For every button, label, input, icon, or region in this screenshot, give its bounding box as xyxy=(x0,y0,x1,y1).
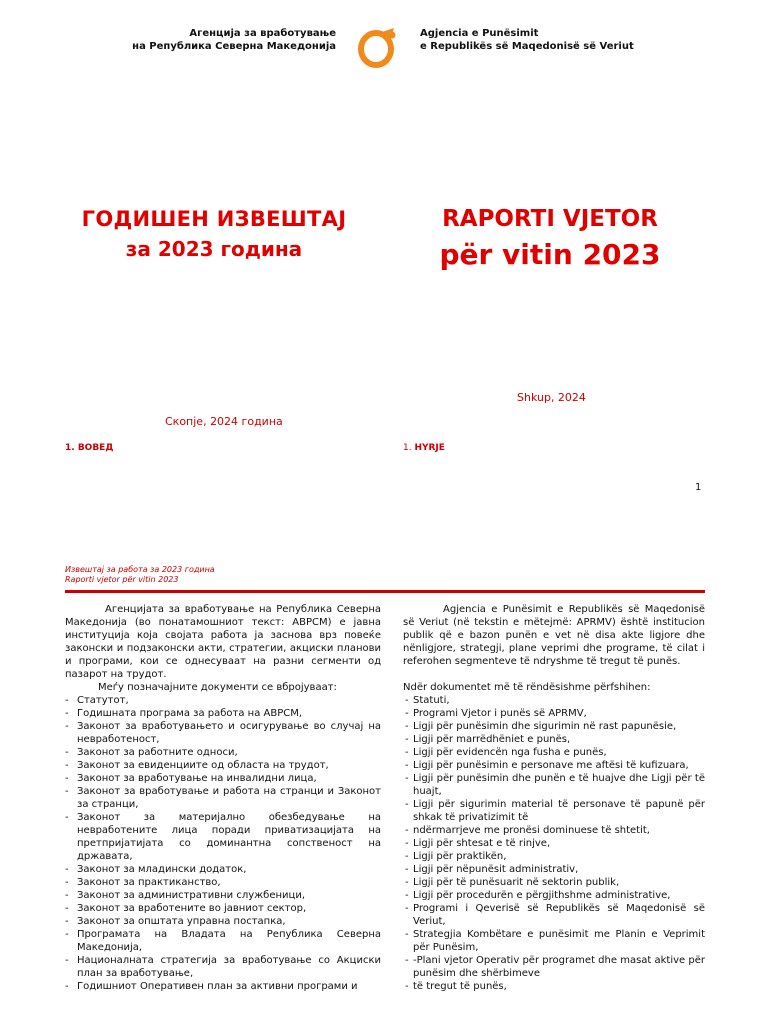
agency-name-al-line2: e Republikës së Maqedonisë së Veriut xyxy=(420,41,634,52)
list-item: - Ligji për punësimin dhe punën e të huajve dhe Ligji për të huajt, xyxy=(403,772,705,798)
report-title-mk-line1: ГОДИШЕН ИЗВЕШТАЈ xyxy=(81,207,347,231)
list-item: - Ligji për praktikën, xyxy=(403,850,705,863)
list-item: - Годишната програма за работа на АВРСМ, xyxy=(65,707,381,720)
footer-line-mk: Извештај за работа за 2023 година xyxy=(65,565,215,574)
list-item: - Законот за работните односи, xyxy=(65,746,381,759)
list-item: - Националната стратегија за вработување со Акциски план за вработување, xyxy=(65,954,381,980)
list-item: - Ligji për shtesat e të rinjve, xyxy=(403,837,705,850)
list-item: - Законот за административни службеници, xyxy=(65,889,381,902)
agency-name-mk-line2: на Република Северна Македонија xyxy=(132,41,336,52)
section-title-al: HYRJE xyxy=(414,443,445,453)
list-item: - Законот за вработените во јавниот сектор, xyxy=(65,902,381,915)
list-item: - Законот за материјално обезбедување на невработените лица поради приватизацијата на претпријатијата со доминантна сопственост на државата, xyxy=(65,811,381,863)
list-item: - të tregut të punës, xyxy=(403,980,705,993)
list-item: - Programi i Qeverisë së Republikës së Maqedonisë së Veriut, xyxy=(403,902,705,928)
page-divider xyxy=(65,590,705,593)
list-intro-al: Ndër dokumentet më të rëndësishme përfshihen: xyxy=(403,682,651,693)
section-heading-al xyxy=(403,443,445,453)
list-item: - Законот за вработување на инвалидни лица, xyxy=(65,772,381,785)
page-footer xyxy=(65,565,215,585)
list-item: - Статутот, xyxy=(65,694,381,707)
list-item: - Ligji për sigurimin material të personave të papunë për shkak të privatizimit të xyxy=(403,798,705,824)
report-title-mk-line2: за 2023 година xyxy=(125,237,303,261)
agency-name-al xyxy=(420,27,634,53)
list-item: - Ligji për punësimin e personave me aftësi të kufizuara, xyxy=(403,759,705,772)
agency-logo xyxy=(356,26,400,68)
report-title-mk xyxy=(40,204,388,264)
document-list-al xyxy=(403,694,705,993)
list-item: - Законот за младински додаток, xyxy=(65,863,381,876)
text-column-al xyxy=(403,603,705,993)
place-date-mk: Скопје, 2024 година xyxy=(165,415,283,428)
section-number-al: 1. xyxy=(403,443,415,453)
report-title-al xyxy=(400,204,700,276)
list-item: - Годишниот Оперативен план за активни програми и xyxy=(65,980,381,993)
list-item: - Законот за практиканство, xyxy=(65,876,381,889)
footer-line-al: Raporti vjetor për vitin 2023 xyxy=(65,575,179,584)
list-item: - Ligji për evidencën nga fusha e punës, xyxy=(403,746,705,759)
list-item: - Ligji për marrëdhëniet e punës, xyxy=(403,733,705,746)
agency-name-al-line1: Agjencia e Punësimit xyxy=(420,28,539,39)
place-date-al: Shkup, 2024 xyxy=(517,391,586,404)
list-item: - Programi Vjetor i punës së APRMV, xyxy=(403,707,705,720)
section-heading-mk: 1. ВОВЕД xyxy=(65,443,114,453)
page-number: 1 xyxy=(695,482,702,493)
list-item: - Програмата на Владата на Република Северна Македонија, xyxy=(65,928,381,954)
list-item: - Законот за општата управна постапка, xyxy=(65,915,381,928)
list-item: - Законот за вработувањето и осигурување во случај на невработеност, xyxy=(65,720,381,746)
list-item: - Statuti, xyxy=(403,694,705,707)
agency-name-mk xyxy=(132,27,336,53)
list-item: - Ligji për të punësuarit në sektorin publik, xyxy=(403,876,705,889)
list-item: - -Plani vjetor Operativ për programet dhe masat aktive për punësim dhe shërbimeve xyxy=(403,954,705,980)
list-item: - ndërmarrjeve me pronësi dominuese të shtetit, xyxy=(403,824,705,837)
list-item: - Законот за вработување и работа на странци и Законот за странци, xyxy=(65,785,381,811)
list-item: - Strategjia Kombëtare e punësimit me Planin e Veprimit për Punësim, xyxy=(403,928,705,954)
intro-paragraph-mk: Агенцијата за вработување на Република Северна Македонија (во понатамошниот текст: АВРСМ) е јавна институција која својата работа ја заснова врз повеќе законски и подзаконски акти, стратегии, акциски планови и програми, кои се однесуваат на разни сегменти од пазарот на трудот. xyxy=(65,604,381,680)
report-title-al-line1: RAPORTI VJETOR xyxy=(442,206,658,232)
list-item: - Ligji për procedurën e përgjithshme administrative, xyxy=(403,889,705,902)
agency-name-mk-line1: Агенција за вработување xyxy=(189,28,336,39)
list-item: - Законот за евиденциите од областа на трудот, xyxy=(65,759,381,772)
report-title-al-line2: për vitin 2023 xyxy=(439,238,661,271)
list-intro-mk: Меѓу позначајните документи се вбројуваат: xyxy=(98,682,337,693)
document-list-mk xyxy=(65,694,381,993)
list-item: - Ligji për punësimin dhe sigurimin në rast papunësie, xyxy=(403,720,705,733)
intro-paragraph-al: Agjencia e Punësimit e Republikës së Maqedonisë së Veriut (në tekstin e mëtejmë: APRMV) është institucion publik që e bazon punën e vet në disa akte ligjore dhe nënligjore, strategji, plane veprimi dhe programe, të cilat i referohen segmenteve të ndryshme të tregut të punës. xyxy=(403,604,705,667)
list-item: - Ligji për nëpunësit administrativ, xyxy=(403,863,705,876)
text-column-mk xyxy=(65,603,381,993)
